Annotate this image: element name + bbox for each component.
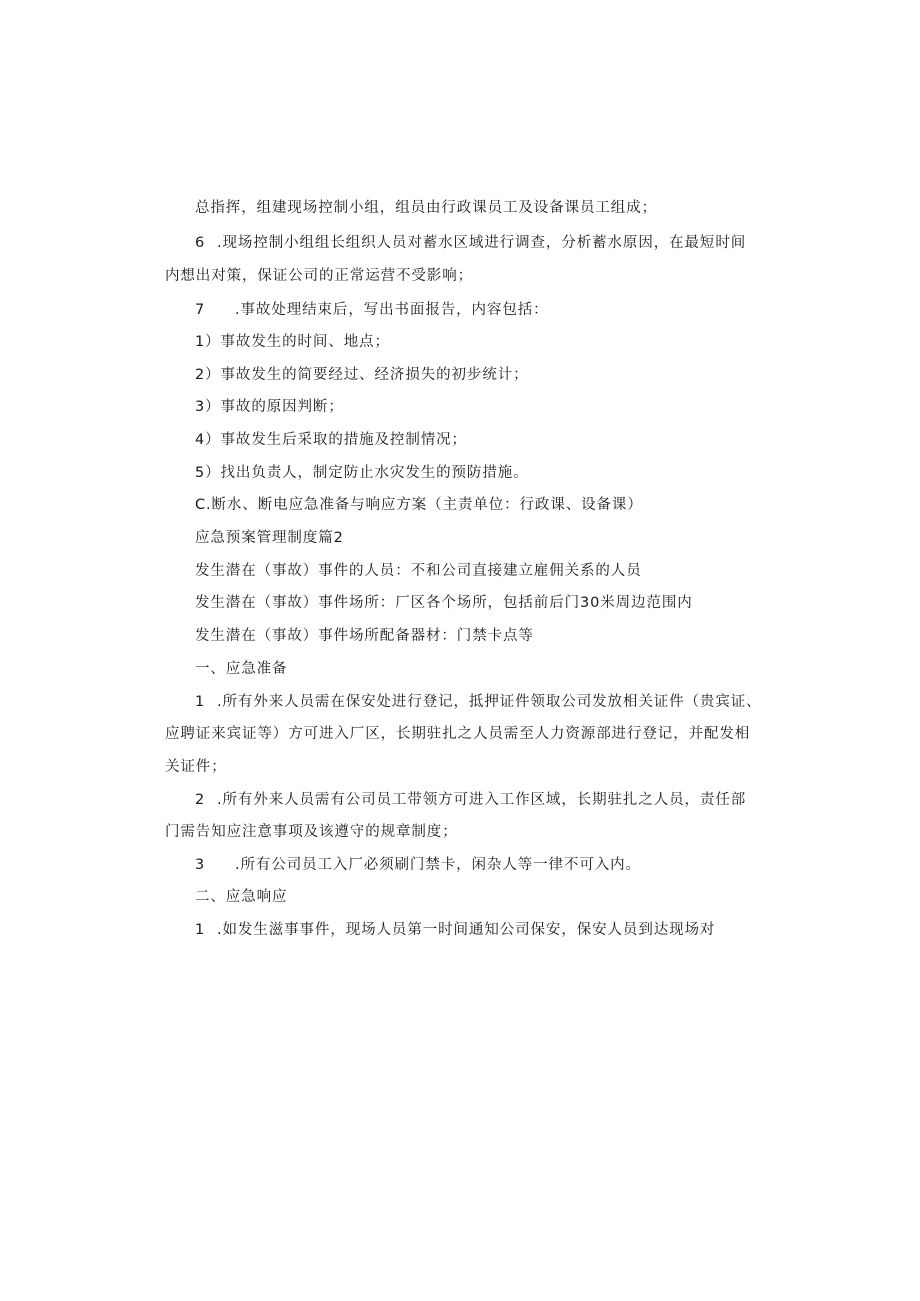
paragraph-line: 如发生滋事事件，现场人员第一时间通知公司保安，保安人员到达现场对 <box>222 922 716 938</box>
paragraph-line: 1）事故发生的时间、地点； <box>195 334 390 350</box>
paragraph-line: 总指挥，组建现场控制小组，组员由行政课员工及设备课员工组成； <box>195 200 657 216</box>
paragraph-line: 所有外来人员需在保安处进行登记，抵押证件领取公司发放相关证件（贵宾证、 <box>222 694 762 710</box>
paragraph-line: 现场控制小组组长组织人员对蓄水区域进行调查，分析蓄水原因，在最短时间 <box>222 235 747 251</box>
list-item-1: 1 .如发生滋事事件，现场人员第一时间通知公司保安，保安人员到达现场对 <box>195 922 716 938</box>
list-number: 3 <box>195 857 206 873</box>
paragraph-line: 所有公司员工入厂必须刷门禁卡，闲杂人等一律不可入内。 <box>240 857 641 873</box>
paragraph-line: 应聘证来宾证等）方可进入厂区，长期驻扎之人员需至人力资源部进行登记，并配发相 <box>165 726 751 742</box>
paragraph-line: 所有外来人员需有公司员工带领方可进入工作区域，长期驻扎之人员，责任部 <box>222 792 747 808</box>
section-heading: C.断水、断电应急准备与响应方案（主责单位：行政课、设备课） <box>195 497 643 513</box>
paragraph-line: 5）找出负责人，制定防止水灾发生的预防措施。 <box>195 465 529 481</box>
document-title: 应急预案管理制度篇2 <box>195 530 344 546</box>
list-item-1: 1 .所有外来人员需在保安处进行登记，抵押证件领取公司发放相关证件（贵宾证、 <box>195 694 762 710</box>
paragraph-line: 内想出对策，保证公司的正常运营不受影响； <box>165 268 473 284</box>
list-item-7: 7 .事故处理结束后，写出书面报告，内容包括： <box>195 302 549 318</box>
list-number: 7 <box>195 302 206 318</box>
paragraph-line: 发生潜在（事故）事件场所：厂区各个场所，包括前后门30米周边范围内 <box>195 595 693 611</box>
paragraph-line: 2）事故发生的简要经过、经济损失的初步统计； <box>195 367 529 383</box>
section-heading: 一、应急准备 <box>195 661 288 677</box>
list-item-6: 6 .现场控制小组组长组织人员对蓄水区域进行调查，分析蓄水原因，在最短时间 <box>195 235 747 251</box>
paragraph-line: 3）事故的原因判断； <box>195 399 344 415</box>
paragraph-line: 发生潜在（事故）事件场所配备器材：门禁卡点等 <box>195 628 534 644</box>
list-item-3: 3 .所有公司员工入厂必须刷门禁卡，闲杂人等一律不可入内。 <box>195 857 641 873</box>
paragraph-line: 发生潜在（事故）事件的人员：不和公司直接建立雇佣关系的人员 <box>195 563 642 579</box>
section-heading: 二、应急响应 <box>195 889 288 905</box>
paragraph-line: 关证件； <box>165 759 227 775</box>
list-number: 6 <box>195 235 206 251</box>
list-number: 1 <box>195 922 206 938</box>
paragraph-line: 事故处理结束后，写出书面报告，内容包括： <box>240 302 549 318</box>
list-number: 2 <box>195 792 206 808</box>
list-item-2: 2 .所有外来人员需有公司员工带领方可进入工作区域，长期驻扎之人员，责任部 <box>195 792 747 808</box>
paragraph-line: 4）事故发生后采取的措施及控制情况； <box>195 432 467 448</box>
list-number: 1 <box>195 694 206 710</box>
paragraph-line: 门需告知应注意事项及该遵守的规章制度； <box>165 824 458 840</box>
